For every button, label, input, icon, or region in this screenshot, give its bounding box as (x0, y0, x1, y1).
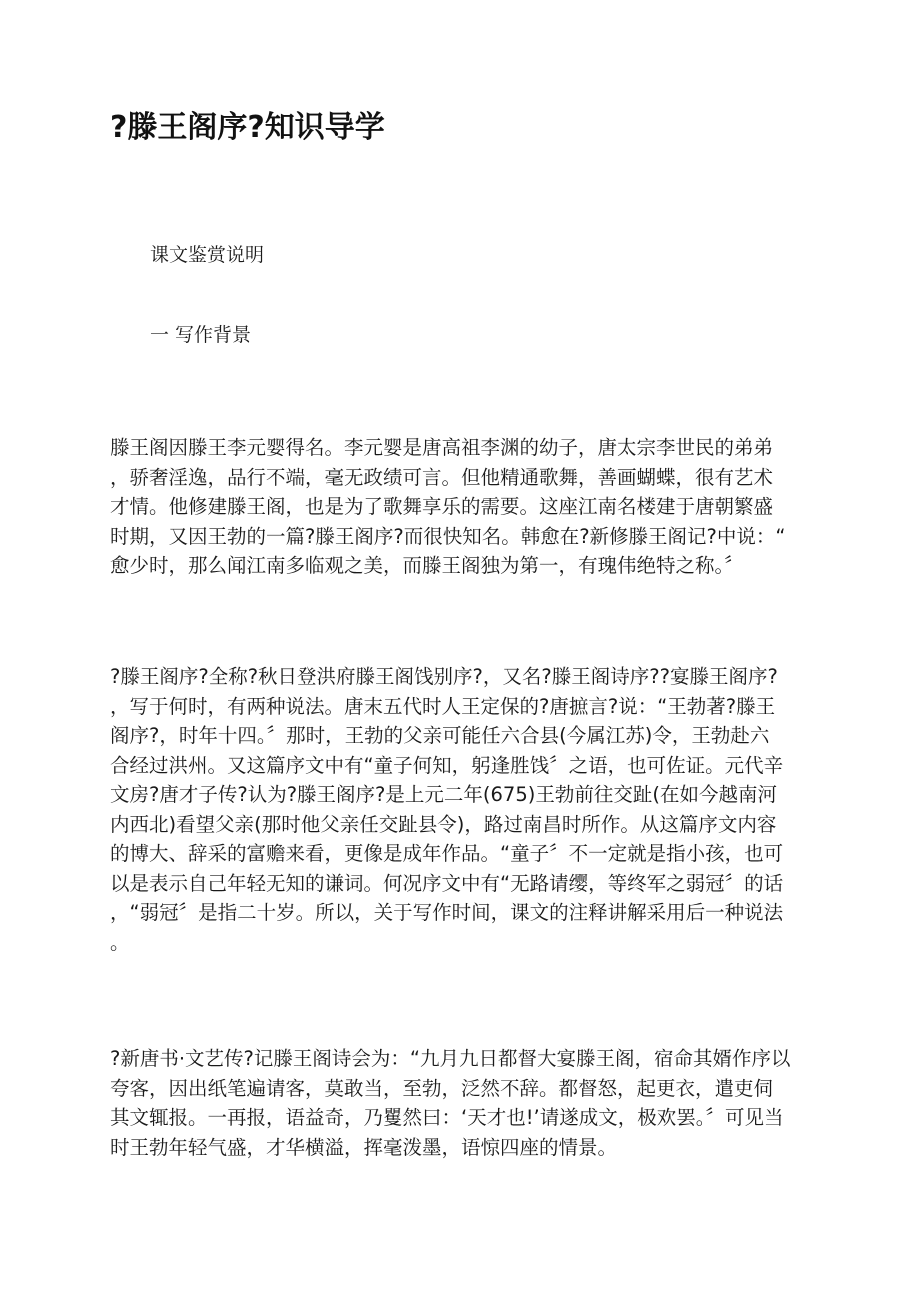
text-line: 以是表示自己年轻无知的谦词。何况序文中有“无路请缨，等终军之弱冠〞的话 (110, 871, 784, 895)
text-line: ，骄奢淫逸，品行不端，毫无政绩可言。但他精通歌舞，善画蝴蝶，很有艺术 (110, 465, 774, 489)
text-line: ，“弱冠〞是指二十岁。所以，关于写作时间，课文的注释讲解采用后一种说法 (110, 901, 784, 924)
text-line: 内西北)看望父亲(那时他父亲任交趾县令)，路过南昌时所作。从这篇序文内容 (110, 812, 777, 836)
text-line: ?新唐书·文艺传?记滕王阁诗会为：“九月九日都督大宴滕王阁，宿命其婿作序以 (110, 1047, 791, 1070)
text-line: 夸客，因出纸笔遍请客，莫敢当，至勃，泛然不辞。都督怒，起更衣，遣吏伺 (110, 1076, 774, 1100)
text-line: ，写于何时，有两种说法。唐末五代时人王定保的?唐摭言?说：“王勃著?滕王 (110, 694, 776, 718)
paragraph-background-3 (110, 1044, 810, 1162)
text-line: 滕王阁因滕王李元婴得名。李元婴是唐高祖李渊的幼子，唐太宗李世民的弟弟 (110, 436, 774, 459)
text-line: 合经过洪州。又这篇序文中有“童子何知，躬逢胜饯〞之语，也可佐证。元代辛 (110, 753, 784, 777)
text-line: 时期，又因王勃的一篇?滕王阁序?而很快知名。韩愈在?新修滕王阁记?中说：“ (110, 524, 786, 548)
text-line: 文房?唐才子传?认为?滕王阁序?是上元二年(675)王勃前往交趾(在如今越南河 (110, 783, 777, 806)
text-line: 。 (110, 930, 130, 954)
text-line: ?滕王阁序?全称?秋日登洪府滕王阁饯别序?，又名?滕王阁诗序??宴滕王阁序? (110, 665, 778, 688)
text-line: 愈少时，那么闻江南多临观之美，而滕王阁独为第一，有瑰伟绝特之称。〞 (110, 554, 744, 577)
page-title: ?滕王阁序?知识导学 (110, 110, 385, 145)
text-line: 才情。他修建滕王阁，也是为了歌舞享乐的需要。这座江南名楼建于唐朝繁盛 (110, 495, 774, 518)
text-line: 时王勃年轻气盛，才华横溢，挥毫泼墨，语惊四座的情景。 (110, 1135, 618, 1159)
text-line: 阁序?，时年十四。〞那时，王勃的父亲可能任六合县(今属江苏)令，王勃赴六 (110, 724, 770, 747)
paragraph-background-1 (110, 433, 810, 581)
paragraph-background-2 (110, 662, 810, 957)
section-heading: 课文鉴赏说明 (150, 244, 265, 266)
text-line: 的博大、辞采的富赡来看，更像是成年作品。“童子〞不一定就是指小孩，也可 (110, 842, 784, 865)
text-line: 其文辄报。一再报，语益奇，乃矍然曰：‘天才也!’请遂成文，极欢罢。〞可见当 (110, 1106, 784, 1129)
subsection-heading: 一 写作背景 (150, 324, 252, 346)
